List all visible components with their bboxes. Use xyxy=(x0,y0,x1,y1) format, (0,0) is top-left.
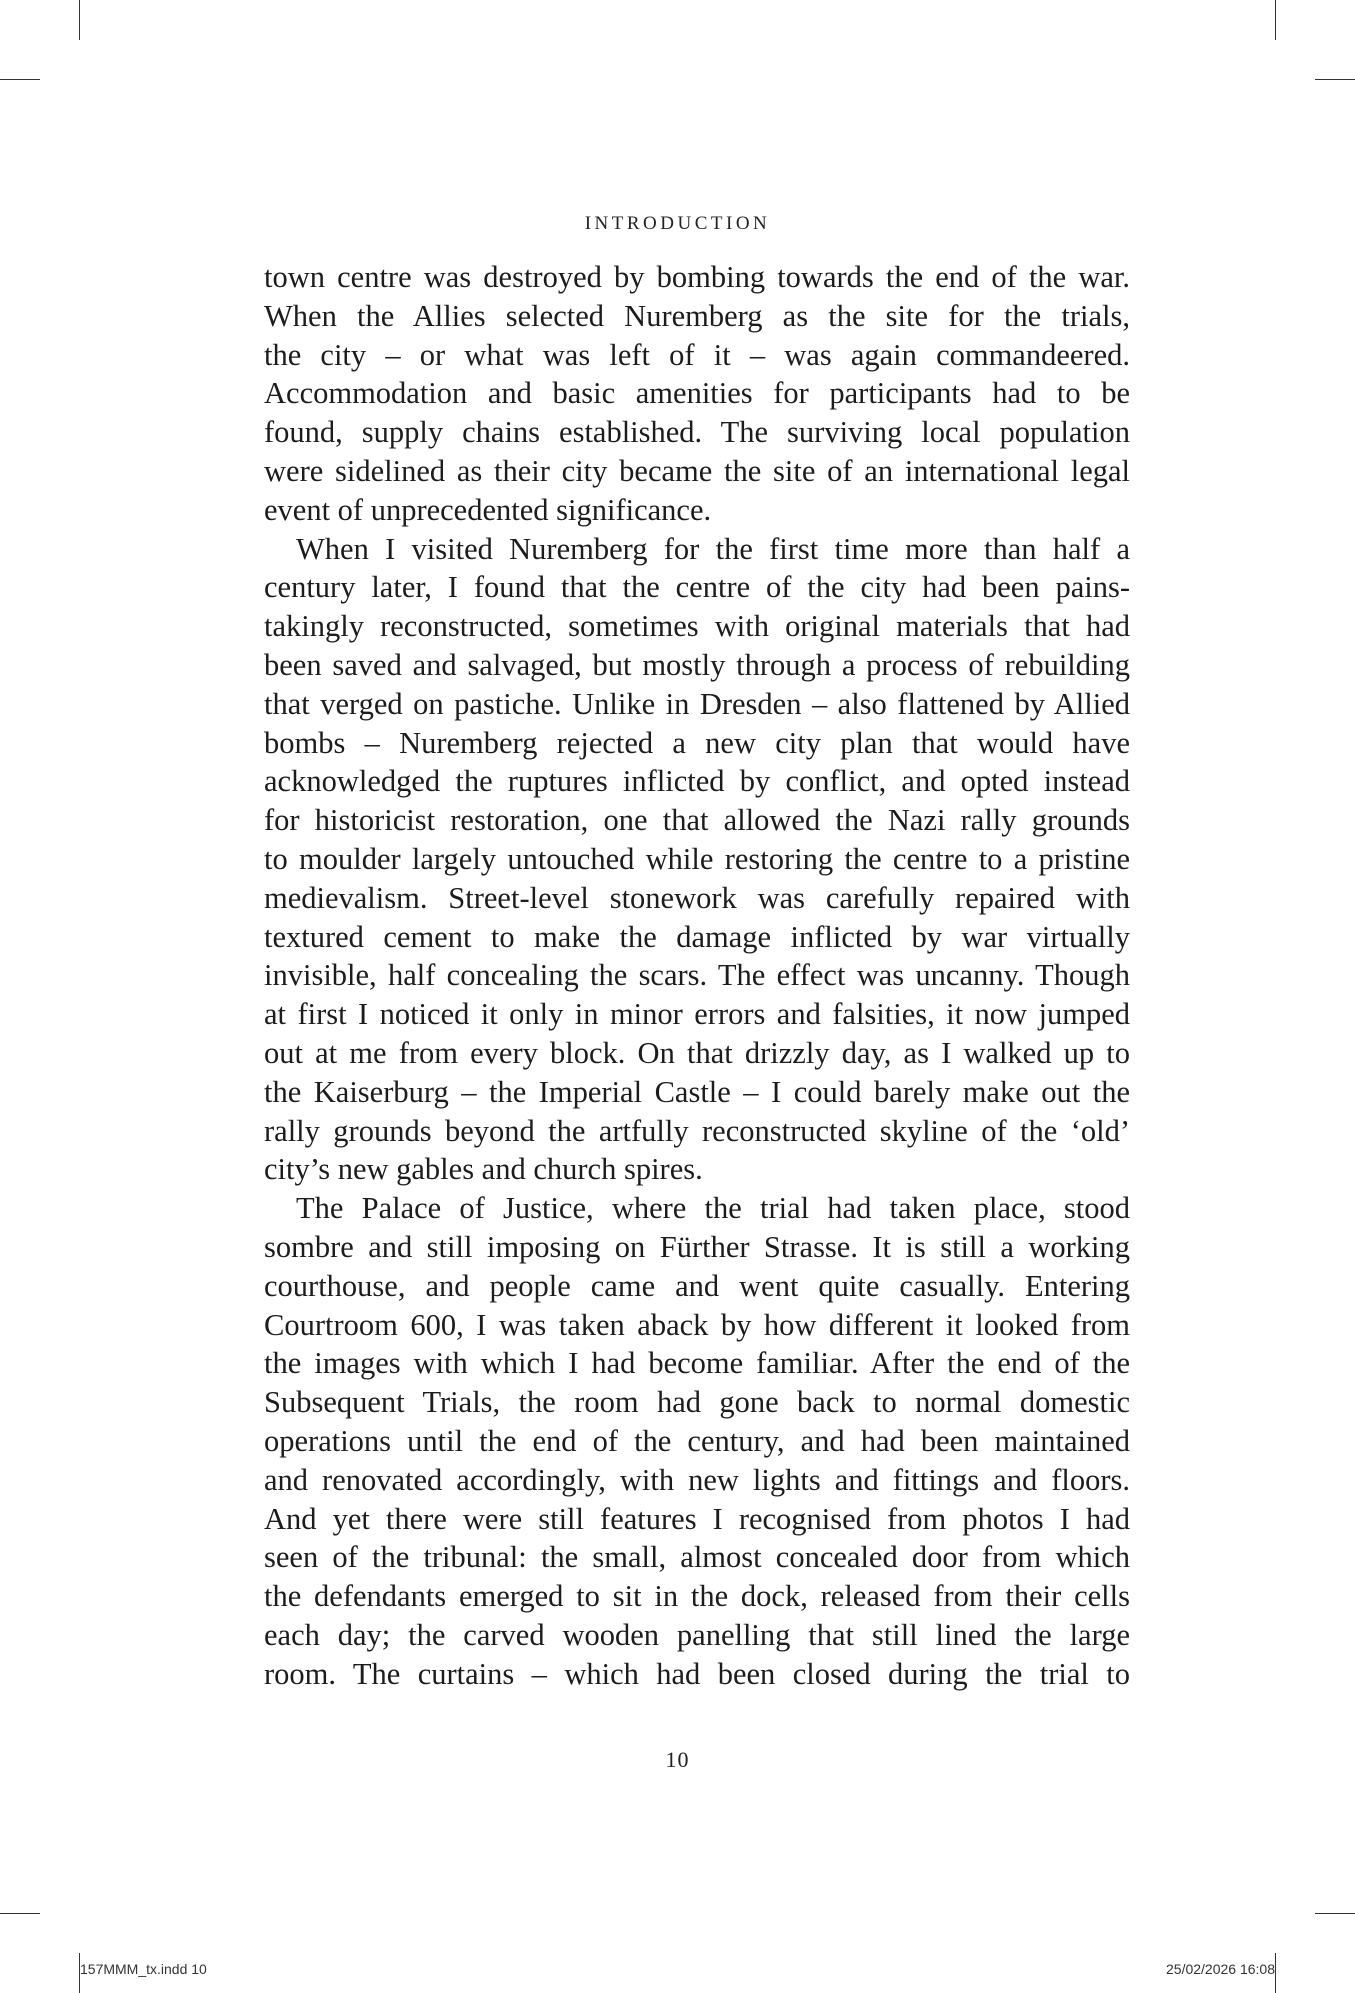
text-line: invisible, half concealing the scars. The effect was uncanny. Though xyxy=(264,958,1130,993)
text-line: medievalism. Street-level stonework was carefully repaired with xyxy=(264,880,1130,915)
text-line: bombs – Nuremberg rejected a new city plan that would have xyxy=(264,725,1131,760)
paragraph xyxy=(264,530,1130,1190)
crop-mark-top-right xyxy=(1275,0,1276,40)
text-line: found, supply chains established. The surviving local population xyxy=(264,415,1130,450)
text-line: courthouse, and people came and went quite casually. Entering xyxy=(264,1268,1130,1303)
crop-mark-top-right-h xyxy=(1315,79,1355,80)
running-head: INTRODUCTION xyxy=(584,213,771,234)
text-line: sombre and still imposing on Fürther Strasse. It is still a working xyxy=(264,1229,1130,1264)
text-line: the defendants emerged to sit in the dock, released from their cells xyxy=(264,1579,1130,1614)
text-line: rally grounds beyond the artfully reconstructed skyline of the ‘old’ xyxy=(264,1113,1130,1148)
text-line: that verged on pastiche. Unlike in Dresden – also flattened by Allied xyxy=(264,686,1130,721)
text-line: the city – or what was left of it – was again commandeered. xyxy=(264,337,1130,372)
text-line: Subsequent Trials, the room had gone back to normal domestic xyxy=(264,1385,1131,1420)
text-line: When the Allies selected Nuremberg as the site for the trials, xyxy=(264,298,1130,333)
text-line: And yet there were still features I recognised from photos I had xyxy=(264,1501,1130,1536)
text-line: operations until the end of the century, and had been maintained xyxy=(264,1423,1130,1458)
slug-filename: 157MMM_tx.indd 10 xyxy=(80,1961,207,1977)
text-line: been saved and salvaged, but mostly through a process of rebuilding xyxy=(264,647,1131,682)
text-line: seen of the tribunal: the small, almost concealed door from which xyxy=(264,1540,1130,1575)
text-line: city’s new gables and church spires. xyxy=(264,1152,703,1187)
crop-mark-top-left xyxy=(79,0,80,40)
text-line: event of unprecedented significance. xyxy=(264,492,712,527)
crop-mark-top-left-h xyxy=(0,79,40,80)
text-line: town centre was destroyed by bombing towards the end of the war. xyxy=(264,260,1131,294)
text-line: at first I noticed it only in minor errors and falsities, it now jumped xyxy=(264,997,1130,1032)
text-line: acknowledged the ruptures inflicted by conflict, and opted instead xyxy=(264,764,1130,799)
slug-timestamp: 25/02/2026 16:08 xyxy=(1166,1961,1275,1977)
crop-mark-bottom-left-h xyxy=(0,1913,40,1914)
crop-mark-bottom-right xyxy=(1275,1953,1276,1993)
text-line: When I visited Nuremberg for the first time more than half a xyxy=(296,531,1130,566)
text-line: century later, I found that the centre of the city had been pains- xyxy=(264,570,1130,605)
text-line: for historicist restoration, one that allowed the Nazi rally grounds xyxy=(264,803,1130,838)
paragraph xyxy=(264,1189,1130,1693)
text-line: were sidelined as their city became the site of an international legal xyxy=(264,453,1130,488)
body-text xyxy=(264,258,1130,1693)
text-line: Courtroom 600, I was taken aback by how different it looked from xyxy=(264,1307,1130,1342)
text-line: room. The curtains – which had been closed during the trial to xyxy=(264,1656,1130,1691)
paragraph xyxy=(264,258,1130,530)
text-line: each day; the carved wooden panelling that still lined the large xyxy=(264,1617,1130,1652)
text-line: textured cement to make the damage inflicted by war virtually xyxy=(264,919,1130,954)
text-line: The Palace of Justice, where the trial had taken place, stood xyxy=(296,1191,1130,1226)
text-line: the Kaiserburg – the Imperial Castle – I could barely make out the xyxy=(264,1074,1130,1109)
text-line: to moulder largely untouched while restoring the centre to a pristine xyxy=(264,841,1130,876)
text-line: and renovated accordingly, with new lights and fittings and floors. xyxy=(264,1462,1130,1497)
text-line: the images with which I had become familiar. After the end of the xyxy=(264,1346,1130,1381)
crop-mark-bottom-right-h xyxy=(1315,1913,1355,1914)
text-line: Accommodation and basic amenities for participants had to be xyxy=(264,376,1130,411)
text-line: out at me from every block. On that drizzly day, as I walked up to xyxy=(264,1035,1130,1070)
text-line: takingly reconstructed, sometimes with original materials that had xyxy=(264,609,1130,644)
page-number: 10 xyxy=(665,1747,690,1772)
